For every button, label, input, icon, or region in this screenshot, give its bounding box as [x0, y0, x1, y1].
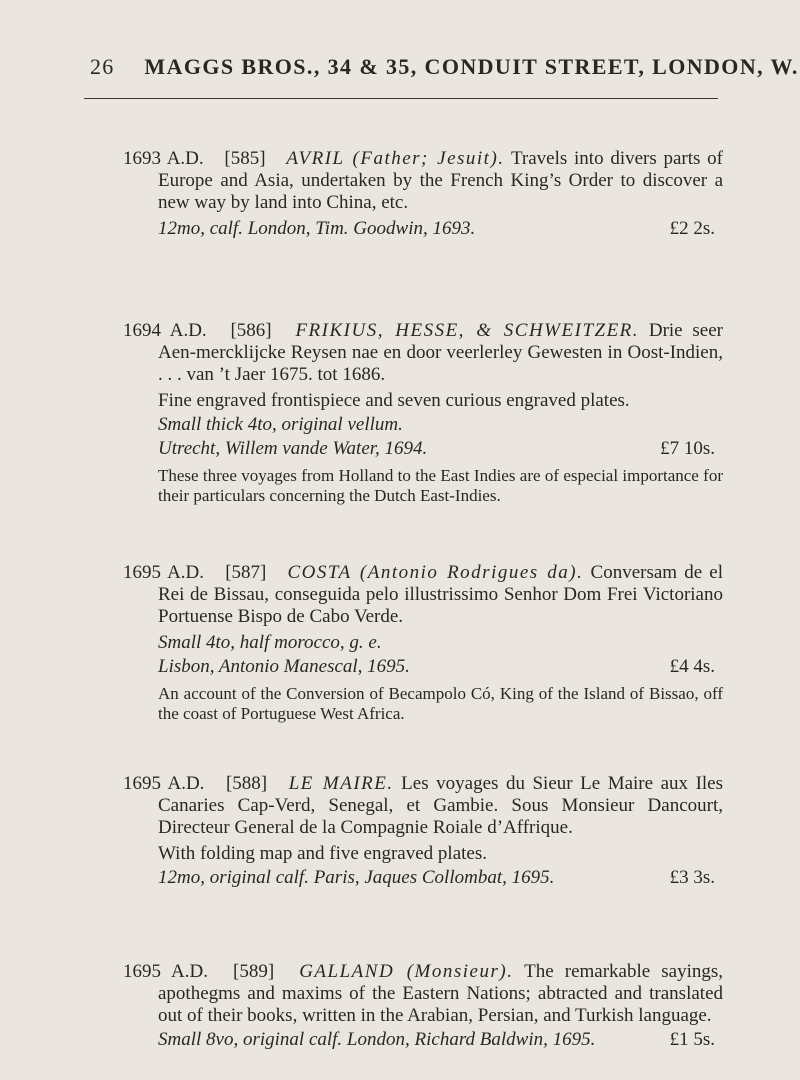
price: £7 10s. [660, 438, 715, 459]
lot-number: [588] [225, 773, 268, 794]
imprint-text: Utrecht, Willem vande Water, 1694. [158, 438, 428, 459]
entry-date: 1693 A.D. [123, 148, 204, 169]
entry-author: COSTA (Antonio Rodrigues da). [287, 562, 584, 583]
lot-number: [587] [225, 562, 267, 583]
page-number: 26 [90, 54, 115, 79]
catalogue-entry [123, 320, 723, 506]
page-header [90, 54, 799, 80]
entry-title: The remarkable sayings, apothegms and maxims of the Eastern Nations; abtracted and translated out of their books, written in the Arabian, Persian, and Turkish language. [158, 961, 723, 1026]
price: £4 4s. [669, 656, 715, 677]
entry-imprint [123, 656, 723, 678]
entry-heading [123, 320, 723, 386]
price: £2 2s. [669, 218, 715, 239]
entry-date: 1694 A.D. [123, 320, 207, 341]
catalogue-entry [123, 148, 723, 240]
entry-format [123, 632, 723, 654]
entry-heading [123, 562, 723, 628]
entry-title: Les voyages du Sieur Le Maire aux Iles Canaries Cap-Verd, Senegal, et Gambie. Sous Monsieur Dancourt, Directeur General de la Compagnie Roiale d’Affrique. [158, 773, 724, 838]
entry-author: FRIKIUS, HESSE, & SCHWEITZER. [295, 320, 640, 341]
format-text: Small 4to, half morocco, g. e. [158, 632, 382, 653]
entry-heading [123, 773, 723, 839]
catalogue-entry [123, 773, 723, 889]
entry-imprint [123, 867, 723, 889]
entry-description [123, 390, 723, 412]
imprint-text: Small 8vo, original calf. London, Richard Baldwin, 1695. [158, 1029, 596, 1050]
entry-imprint [123, 218, 723, 240]
catalogue-entry [123, 562, 723, 724]
imprint-text: 12mo, original calf. Paris, Jaques Collombat, 1695. [158, 867, 555, 888]
entry-author: LE MAIRE. [288, 773, 394, 794]
entry-imprint [123, 438, 723, 460]
entry-author: GALLAND (Monsieur). [299, 961, 514, 982]
description-text: With folding map and five engraved plates. [158, 843, 487, 864]
entry-date: 1695 A.D. [123, 562, 205, 583]
price: £1 5s. [669, 1029, 715, 1050]
entry-note: These three voyages from Holland to the East Indies are of especial importance for their particulars concerning the Dutch East-Indies. [158, 466, 723, 505]
entry-date: 1695 A.D. [123, 773, 205, 794]
entry-author: AVRIL (Father; Jesuit). [286, 148, 505, 169]
lot-number: [589] [233, 961, 275, 982]
entry-description [123, 843, 723, 865]
page-title: MAGGS BROS., 34 & 35, CONDUIT STREET, LONDON, W. [144, 54, 799, 79]
lot-number: [585] [224, 148, 266, 169]
imprint-text: 12mo, calf. London, Tim. Goodwin, 1693. [158, 218, 476, 239]
catalogue-entry [123, 961, 723, 1051]
entry-title: Travels into divers parts of Europe and Asia, undertaken by the French King’s Order to discover a new way by land into China, etc. [158, 148, 724, 213]
entry-date: 1695 A.D. [123, 961, 208, 982]
imprint-text: Lisbon, Antonio Manescal, 1695. [158, 656, 410, 677]
entry-title: Conversam de el Rei de Bissau, conseguida pelo illustrissimo Senhor Dom Frei Victoriano Portuense Bispo de Cabo Verde. [158, 562, 723, 627]
description-text: Fine engraved frontispiece and seven curious engraved plates. [158, 390, 630, 411]
entry-heading [123, 961, 723, 1027]
format-text: Small thick 4to, original vellum. [158, 414, 403, 435]
entry-title: Drie seer Aen-mercklijcke Reysen nae en door veerlerley Gewesten in Oost-Indien, . . . van ’t Jaer 1675. tot 1686. [158, 320, 723, 385]
entry-imprint [123, 1029, 723, 1051]
price: £3 3s. [669, 867, 715, 888]
entry-note: An account of the Conversion of Becampolo Có, King of the Island of Bissao, off the coast of Portuguese West Africa. [158, 684, 723, 723]
entry-heading [123, 148, 723, 214]
header-rule [84, 98, 718, 99]
entry-format [123, 414, 723, 436]
lot-number: [586] [230, 320, 272, 341]
